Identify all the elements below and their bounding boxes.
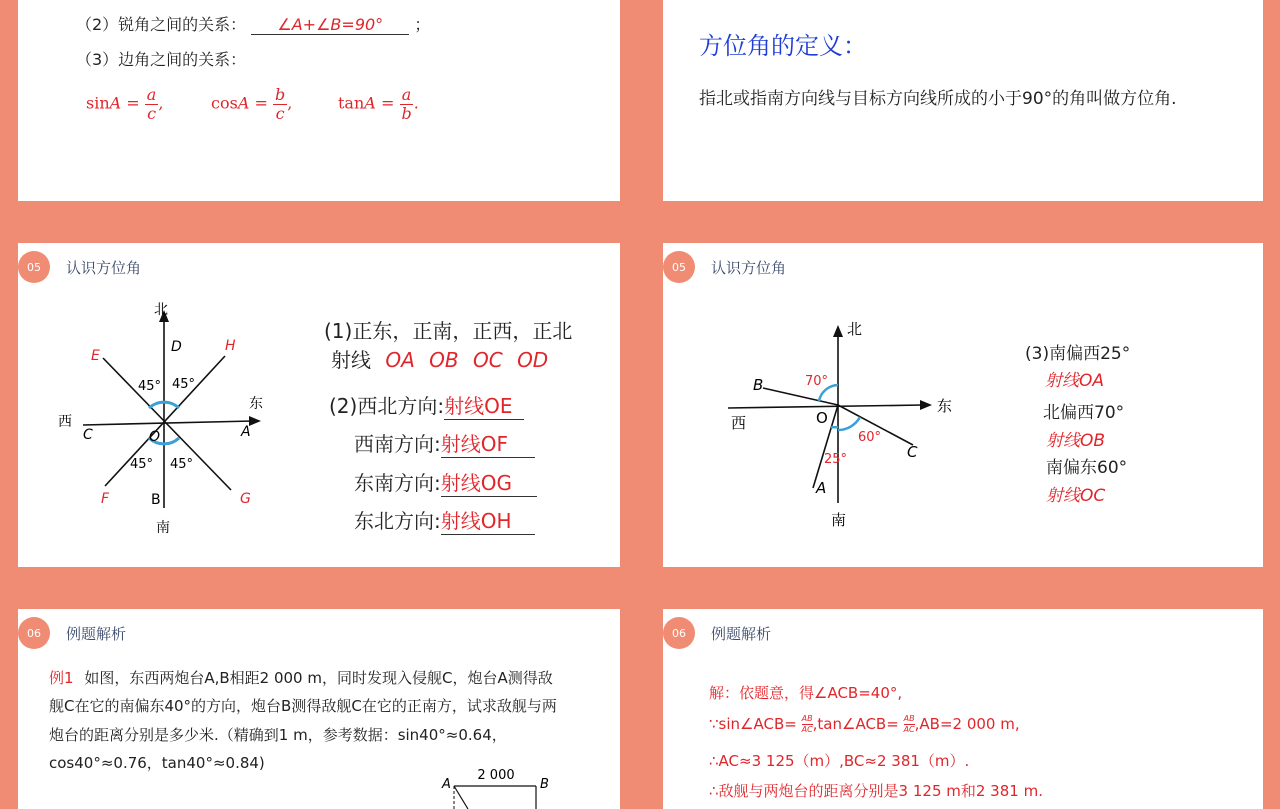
sin-fraction: $\frac{a}{c}$	[145, 86, 159, 122]
ray-prefix: 射线	[331, 348, 371, 372]
section-badge: 06	[18, 617, 50, 649]
section-title: 认识方位角	[711, 257, 786, 278]
point-a-label: A	[240, 424, 251, 440]
acute-angle-suffix: ；	[414, 15, 430, 34]
item-northwest-label: 北偏西70°	[1043, 398, 1124, 423]
slide-bearing-definition	[663, 0, 1263, 201]
cos-formula: cosA = $\frac{b}{c}$ ,	[211, 86, 292, 122]
angle-sw-label: 45°	[130, 457, 153, 472]
acute-angle-relation	[76, 12, 430, 35]
angle-25-label: 25°	[824, 452, 847, 467]
slide-bearing-directions-1	[18, 243, 620, 567]
bearing-diagram	[723, 308, 983, 538]
example-label: 例1	[49, 669, 74, 687]
section-badge: 06	[663, 617, 695, 649]
compass-diagram	[53, 298, 283, 538]
tan-ratio-fraction: $\frac{AB}{AC}$	[904, 715, 915, 734]
figure-point-a: A	[441, 777, 451, 792]
section-badge: 05	[18, 251, 50, 283]
item-southeast-answer: 射线OC	[1046, 481, 1105, 506]
solution-line-1: 解：依题意，得∠ACB=40°,	[709, 682, 902, 703]
section-title: 认识方位角	[66, 257, 141, 278]
cos-fraction: $\frac{b}{c}$	[273, 86, 287, 122]
answer-ob: OB	[429, 348, 458, 372]
segment-ac	[454, 786, 468, 809]
problem-line-1: 例1 如图，东西两炮台A,B相距2 000 m，同时发现入侵舰C，炮台A测得敌	[49, 667, 553, 688]
point-c-label: C	[907, 443, 918, 461]
north-arrowhead	[833, 325, 843, 337]
slide-right-triangle-relations	[18, 0, 620, 201]
northwest-answer: 射线OE	[444, 390, 524, 420]
point-b-label: B	[151, 492, 161, 508]
east-label: 东	[937, 397, 952, 415]
tan-fraction: $\frac{a}{b}$	[399, 86, 413, 122]
figure-distance: 2 000	[477, 768, 514, 783]
sin-formula: sinA = $\frac{a}{c}$ ,	[86, 86, 163, 122]
point-c-label: C	[83, 427, 93, 443]
solution-line-3: ∴AC≈3 125（m）,BC≈2 381（m）.	[709, 750, 969, 771]
east-arrowhead	[249, 416, 261, 426]
south-label: 南	[831, 511, 846, 529]
point-d-label: D	[171, 339, 182, 355]
acute-angle-label: （2）锐角之间的关系：	[76, 15, 246, 34]
west-east-line	[728, 405, 923, 408]
north-label: 北	[154, 302, 168, 318]
section-title: 例题解析	[66, 623, 126, 644]
tan-formula: tanA = $\frac{a}{b}$ .	[338, 86, 419, 122]
west-label: 西	[58, 414, 72, 430]
acute-angle-answer: ∠A+∠B=90°	[277, 15, 383, 34]
point-a-label: A	[815, 479, 826, 497]
problem-figure	[438, 764, 578, 809]
angle-70-label: 70°	[805, 374, 828, 389]
southeast-row: 东南方向:射线OG	[354, 467, 537, 497]
northeast-row: 东北方向:射线OH	[354, 505, 535, 535]
side-angle-relation-label: （3）边角之间的关系：	[76, 47, 246, 70]
acute-angle-blank	[251, 15, 409, 35]
southwest-answer: 射线OF	[441, 428, 535, 458]
point-g-label: G	[240, 491, 251, 507]
answer-oc: OC	[473, 348, 503, 372]
east-arrowhead	[920, 400, 932, 410]
origin-label: O	[149, 429, 160, 445]
slide-bearing-directions-2	[663, 243, 1263, 567]
angle-60-arc	[838, 417, 860, 430]
answer-oa: OA	[385, 348, 414, 372]
item-southeast-label: 南偏东60°	[1046, 453, 1127, 478]
slide-example-problem	[18, 609, 620, 809]
figure-point-b: B	[540, 777, 549, 792]
section-title: 例题解析	[711, 623, 771, 644]
southwest-row: 西南方向:射线OF	[354, 428, 535, 458]
point-b-label: B	[753, 376, 763, 394]
angle-ne-label: 45°	[172, 377, 195, 392]
north-label: 北	[847, 320, 862, 338]
point-f-label: F	[101, 491, 110, 507]
ray-ob	[763, 388, 838, 405]
northeast-answer: 射线OH	[441, 505, 535, 535]
definition-text: 指北或指南方向线与目标方向线所成的小于90°的角叫做方位角.	[699, 84, 1177, 109]
angle-nw-label: 45°	[138, 379, 161, 394]
southeast-answer: 射线OG	[441, 467, 537, 497]
problem-line-2: 舰C在它的南偏东40°的方向，炮台B测得敌舰C在它的正南方，试求敌舰与两	[49, 695, 557, 716]
solution-line-4: ∴敌舰与两炮台的距离分别是3 125 m和2 381 m.	[709, 780, 1043, 801]
point-e-label: E	[91, 348, 100, 364]
sin-ratio-fraction: $\frac{AB}{AC}$	[802, 715, 813, 734]
ray-oh-of-line	[105, 356, 225, 486]
item-southwest-label: (3)南偏西25°	[1025, 339, 1130, 364]
east-label: 东	[249, 396, 263, 412]
definition-title: 方位角的定义：	[699, 26, 867, 61]
problem-line-3: 炮台的距离分别是多少米.（精确到1 m，参考数据：sin40°≈0.64，	[49, 724, 507, 745]
cardinal-answers	[331, 344, 548, 373]
angle-60-label: 60°	[858, 430, 881, 445]
slide-example-solution	[663, 609, 1263, 809]
section-badge: 05	[663, 251, 695, 283]
solution-line-2: ∵sin∠ACB= $\frac{AB}{AC}$ ,tan∠ACB= $\frac{AB}{AC}$ ,AB=2 000 m,	[709, 715, 1020, 734]
problem-line-4: cos40°≈0.76，tan40°≈0.84)	[49, 752, 265, 773]
south-label: 南	[156, 519, 170, 536]
item-southwest-answer: 射线OA	[1045, 366, 1104, 391]
cardinal-question: (1)正东，正南，正西，正北	[324, 315, 572, 344]
origin-label: O	[816, 409, 828, 427]
point-h-label: H	[225, 338, 236, 354]
northwest-row: (2)西北方向:射线OE	[329, 390, 524, 420]
angle-se-label: 45°	[170, 457, 193, 472]
answer-od: OD	[517, 348, 548, 372]
west-label: 西	[731, 414, 746, 432]
item-northwest-answer: 射线OB	[1046, 426, 1105, 451]
